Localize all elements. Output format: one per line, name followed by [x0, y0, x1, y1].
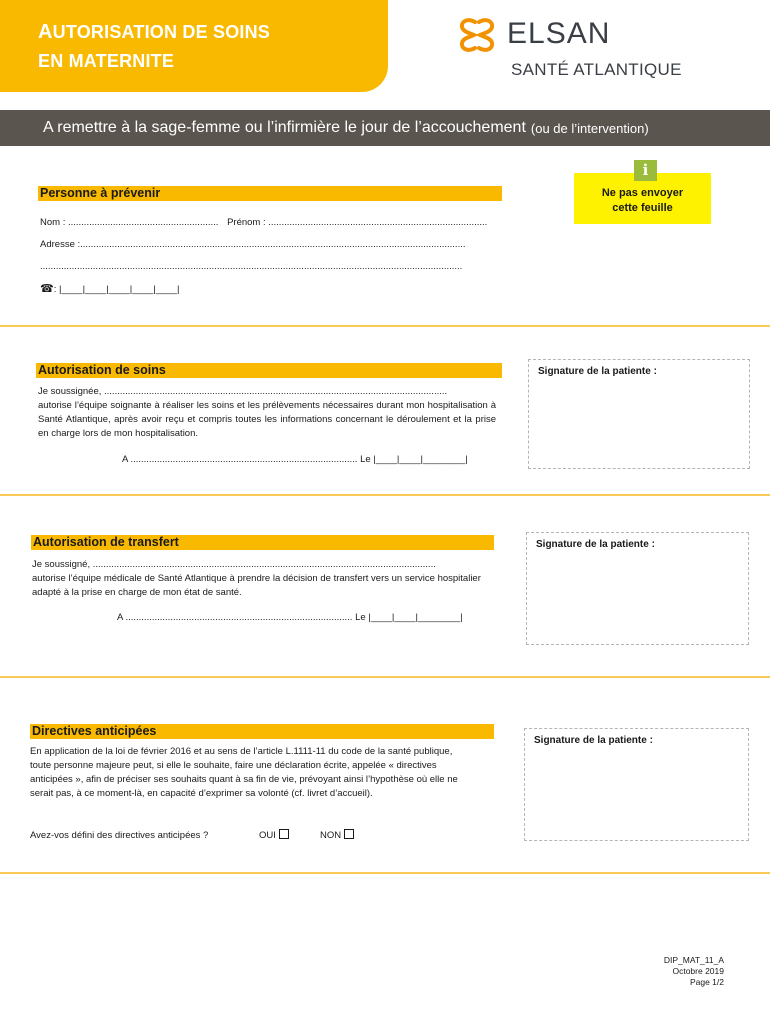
- non-checkbox[interactable]: [344, 829, 354, 839]
- soins-place-date-field[interactable]: A ...................................................................................... Le |____|____|________|: [122, 454, 468, 465]
- option-oui[interactable]: [259, 829, 289, 843]
- section-divider: [0, 676, 770, 678]
- document-date: Octobre 2019: [672, 966, 724, 976]
- note-text: [574, 186, 711, 216]
- adresse-field-line2[interactable]: ................................................................................................................................................................: [40, 261, 463, 272]
- soins-signatory-field[interactable]: Je soussignée, ..................................................................................................................................: [38, 386, 448, 397]
- elsan-logo-icon: [458, 17, 496, 53]
- signature-label: Signature de la patiente :: [538, 366, 657, 377]
- note-line2: cette feuille: [612, 202, 673, 214]
- signature-label: Signature de la patiente :: [536, 539, 655, 550]
- document-code: DIP_MAT_11_A: [663, 955, 724, 965]
- directives-paragraph: En application de la loi de février 2016 et au sens de l’article L.1111-11 du code de la santé publique, toute personne majeure peut, si elle le souhaite, faire une déclaration écrite, appelée « directives anticipées », afin de préciser ses souhaits quant à sa fin de vie, prévoyant ainsi l’hypothèse où elle ne serait pas, à ce moment-là, en capacité d’exprimer sa volonté (cf. livret d’accueil).: [30, 746, 458, 799]
- phone-icon: ☎: [40, 282, 54, 295]
- instruction-banner: [0, 110, 770, 146]
- banner-sub-text: (ou de l’intervention): [530, 120, 649, 136]
- adresse-field[interactable]: Adresse :..................................................................................................................................................: [40, 239, 466, 250]
- document-title-tab: [0, 0, 388, 92]
- option-non-label: NON: [320, 830, 342, 841]
- info-icon: i: [634, 160, 657, 181]
- document-title-line1: AUTORISATION DE SOINS: [38, 21, 271, 43]
- section-divider: [0, 872, 770, 874]
- note-line1: Ne pas envoyer: [601, 187, 684, 199]
- contact-name-row: [40, 216, 500, 230]
- section-title-contact: Personne à prévenir: [38, 186, 502, 201]
- phone-row: [40, 282, 179, 297]
- logo-subtitle: SANTÉ ATLANTIQUE: [511, 60, 682, 79]
- phone-field[interactable]: : |____|____|____|____|____|: [53, 284, 180, 295]
- page-number: Page 1/2: [689, 977, 724, 987]
- prenom-field[interactable]: Prénom : ...................................................................................: [227, 217, 488, 228]
- directives-signature-box[interactable]: [524, 728, 749, 841]
- directives-question: Avez-vos défini des directives anticipées ?: [30, 830, 209, 841]
- section-title-directives: Directives anticipées: [30, 724, 494, 739]
- oui-checkbox[interactable]: [279, 829, 289, 839]
- transfert-paragraph: autorise l’équipe médicale de Santé Atlantique à prendre la décision de transfert vers un service hospitalier adapté à la prise en charge de mon état de santé.: [32, 573, 481, 598]
- nom-field[interactable]: Nom : .........................................................: [40, 217, 219, 228]
- transfert-signatory-field[interactable]: Je soussigné, ..................................................................................................................................: [32, 559, 436, 570]
- signature-label: Signature de la patiente :: [534, 735, 653, 746]
- directives-question-row: [30, 829, 208, 843]
- logo-name: ELSAN: [507, 17, 611, 50]
- banner-main-text: A remettre à la sage-femme ou l’infirmière le jour de l’accouchement: [43, 119, 526, 136]
- transfert-signature-box[interactable]: [526, 532, 749, 645]
- document-title-line2: EN MATERNITE: [38, 51, 175, 71]
- section-title-soins: Autorisation de soins: [36, 363, 502, 378]
- soins-paragraph: autorise l’équipe soignante à réaliser les soins et les prélèvements nécessaires durant mon hospitalisation à Santé Atlantique, après avoir reçu et compris toutes les informations concernant le déroulement et la prise en charge lors de mon hospitalisation.: [38, 400, 496, 439]
- document-footer: [664, 955, 724, 988]
- transfert-place-date-field[interactable]: A ...................................................................................... Le |____|____|________|: [117, 612, 463, 623]
- section-divider: [0, 494, 770, 496]
- option-non[interactable]: [320, 829, 354, 843]
- soins-signature-box[interactable]: [528, 359, 750, 469]
- section-title-transfert: Autorisation de transfert: [31, 535, 494, 550]
- option-oui-label: OUI: [259, 830, 276, 841]
- section-divider: [0, 325, 770, 327]
